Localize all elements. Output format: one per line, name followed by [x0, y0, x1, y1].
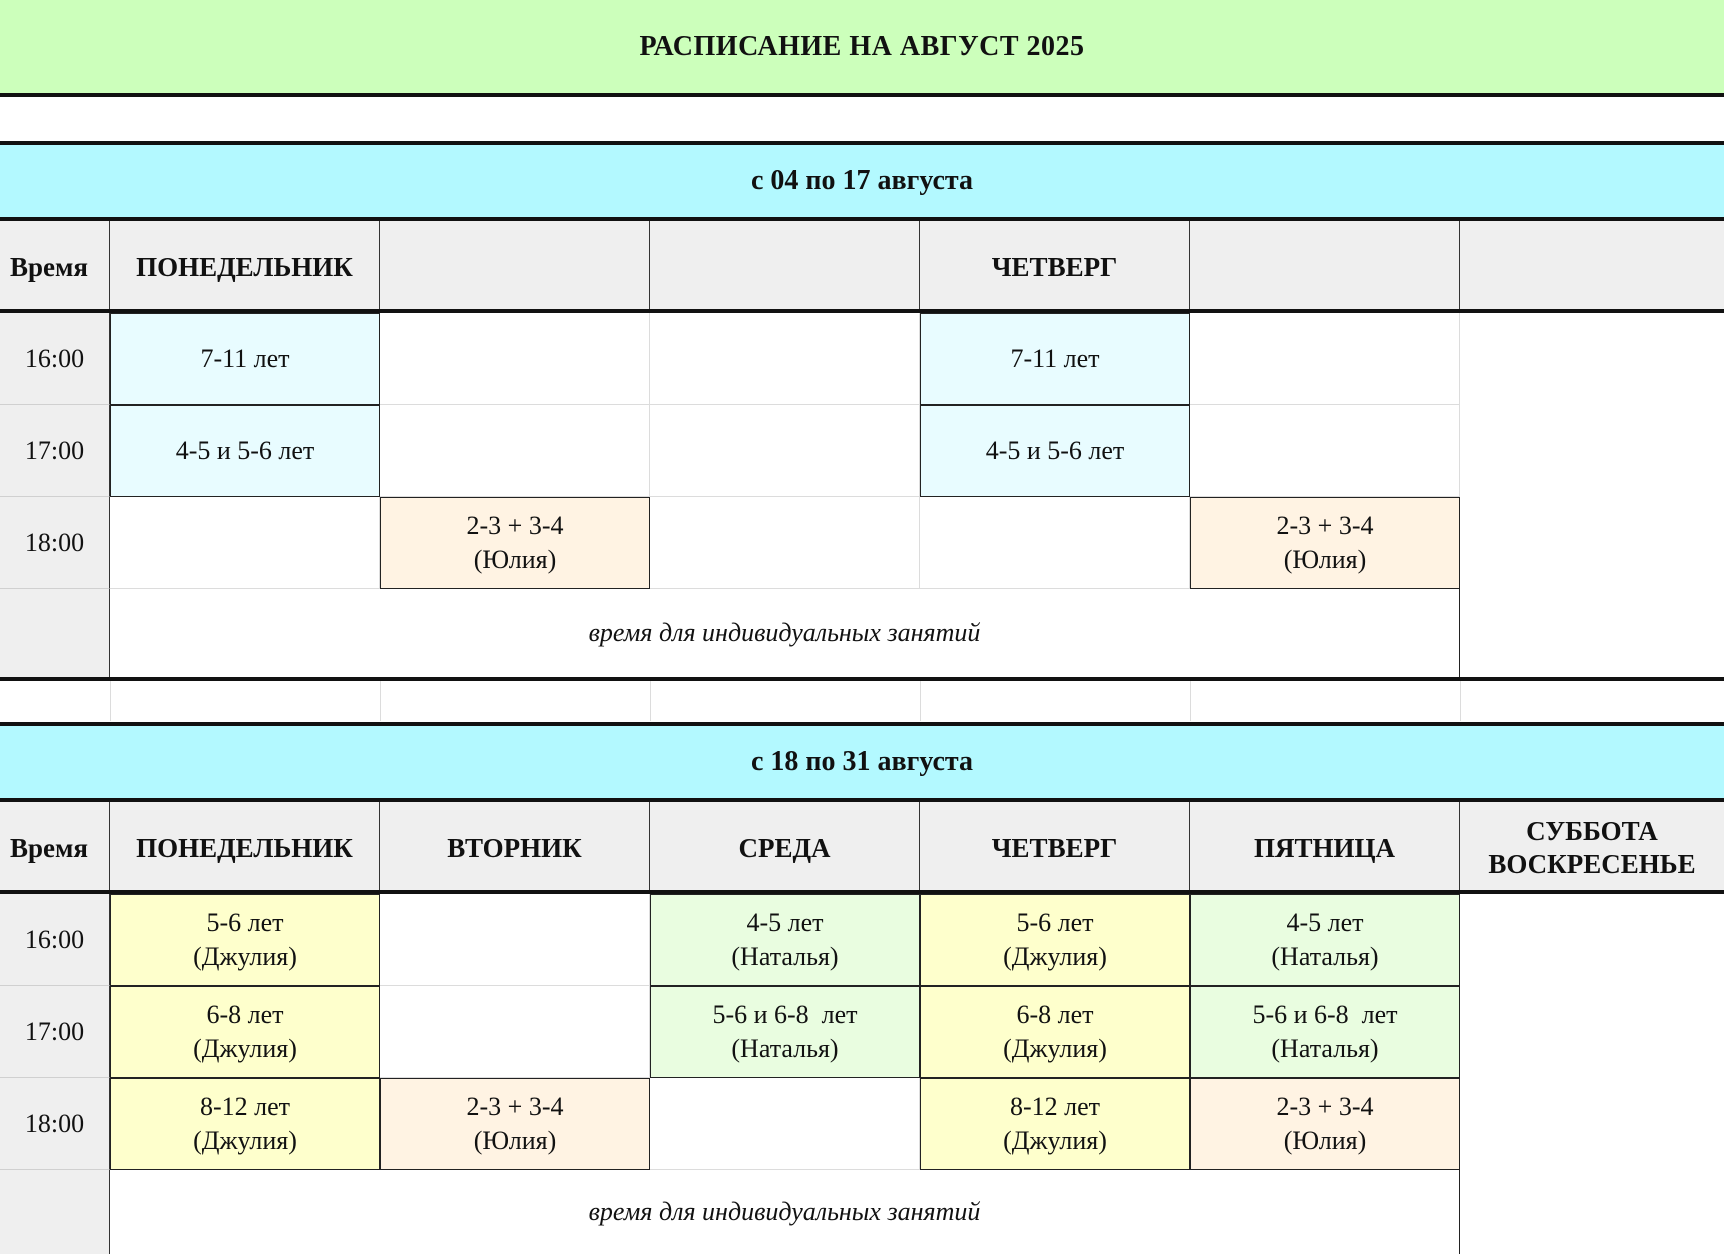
lesson-fri-1800: [1190, 497, 1460, 589]
lesson-tue-1800: [380, 1078, 650, 1170]
empty-cell: [920, 497, 1190, 589]
lesson-group: 2-3 + 3-4: [466, 1092, 564, 1121]
lesson-group: 6-8 лет: [1016, 1000, 1094, 1029]
grid-line: [1190, 681, 1191, 721]
lesson-group: 5-6 и 6-8 лет: [712, 1000, 858, 1029]
lesson-group: 2-3 + 3-4: [1276, 1092, 1374, 1121]
lesson-teacher: (Юлия): [473, 1126, 557, 1155]
lesson-thu-1700: [920, 986, 1190, 1078]
lesson-group: 8-12 лет: [1009, 1092, 1101, 1121]
lesson-teacher: (Джулия): [193, 1126, 297, 1155]
weekend-saturday-label: СУББОТА: [1526, 815, 1658, 846]
grid-line: [920, 681, 921, 721]
lesson-group: 5-6 лет: [1016, 908, 1094, 937]
lesson-teacher: (Наталья): [731, 1034, 839, 1063]
weekend-column-empty: [1460, 313, 1724, 677]
empty-cell: [110, 497, 380, 589]
lesson-teacher: (Джулия): [1003, 942, 1107, 971]
lesson-wed-1700: [650, 986, 920, 1078]
lesson-group: 2-3 + 3-4: [1276, 511, 1374, 540]
empty-cell: [650, 313, 920, 405]
lesson-tue-1800: [380, 497, 650, 589]
lesson-teacher: (Наталья): [1271, 1034, 1379, 1063]
lesson-fri-1700: [1190, 986, 1460, 1078]
empty-cell: [650, 1078, 920, 1170]
lesson-teacher: (Джулия): [193, 1034, 297, 1063]
lesson-group: 2-3 + 3-4: [466, 511, 564, 540]
day-header-friday: ПЯТНИЦА: [1190, 802, 1460, 893]
empty-cell: [1190, 313, 1460, 405]
lesson-mon-1800: [110, 1078, 380, 1170]
time-slot-1700: 17:00: [0, 405, 110, 497]
empty-cell: [380, 405, 650, 497]
lesson-teacher: (Юлия): [1283, 545, 1367, 574]
day-header-monday: ПОНЕДЕЛЬНИК: [110, 802, 380, 893]
individual-lessons-note: время для индивидуальных занятий: [110, 1170, 1460, 1254]
day-header-5: [1190, 221, 1460, 312]
grid-line: [650, 681, 651, 721]
empty-cell: [1190, 405, 1460, 497]
lesson-group: 8-12 лет: [199, 1092, 291, 1121]
lesson-thu-1600: [920, 894, 1190, 986]
day-header-tuesday: ВТОРНИК: [380, 802, 650, 893]
time-slot-empty: [0, 1170, 110, 1254]
grid-line: [110, 681, 111, 721]
lesson-group: 5-6 и 6-8 лет: [1252, 1000, 1398, 1029]
time-column-header: Время: [0, 802, 110, 893]
lesson-group: 4-5 лет: [746, 908, 824, 937]
lesson-thu-1800: [920, 1078, 1190, 1170]
day-header-6: [1460, 221, 1724, 312]
lesson-group: 6-8 лет: [206, 1000, 284, 1029]
lesson-fri-1800: [1190, 1078, 1460, 1170]
lesson-thu-1700: 4-5 и 5-6 лет: [920, 405, 1190, 497]
day-header-thursday: ЧЕТВЕРГ: [920, 802, 1190, 893]
weekend-sunday-label: ВОСКРЕСЕНЬЕ: [1488, 848, 1696, 879]
lesson-teacher: (Джулия): [1003, 1034, 1107, 1063]
lesson-teacher: (Юлия): [473, 545, 557, 574]
lesson-mon-1600: [110, 894, 380, 986]
grid-line: [1460, 681, 1461, 721]
lesson-mon-1700: 4-5 и 5-6 лет: [110, 405, 380, 497]
empty-cell: [650, 497, 920, 589]
section-divider: [0, 677, 1724, 681]
time-slot-empty: [0, 589, 110, 677]
day-header-wednesday: СРЕДА: [650, 802, 920, 893]
empty-cell: [380, 313, 650, 405]
lesson-teacher: (Наталья): [731, 942, 839, 971]
day-header-monday: ПОНЕДЕЛЬНИК: [110, 221, 380, 312]
time-slot-1600: 16:00: [0, 313, 110, 405]
empty-cell: [380, 894, 650, 986]
grid-line: [380, 681, 381, 721]
day-header-weekend: [1460, 802, 1724, 893]
lesson-group: 5-6 лет: [206, 908, 284, 937]
day-header-3: [650, 221, 920, 312]
week2-label: с 18 по 31 августа: [0, 722, 1724, 802]
day-header-thursday: ЧЕТВЕРГ: [920, 221, 1190, 312]
empty-cell: [380, 986, 650, 1078]
lesson-group: 4-5 лет: [1286, 908, 1364, 937]
schedule-title: РАСПИСАНИЕ НА АВГУСТ 2025: [0, 0, 1724, 97]
day-header-2: [380, 221, 650, 312]
time-slot-1800: 18:00: [0, 497, 110, 589]
individual-lessons-note: время для индивидуальных занятий: [110, 589, 1460, 677]
lesson-teacher: (Наталья): [1271, 942, 1379, 971]
week1-label: с 04 по 17 августа: [0, 141, 1724, 221]
time-slot-1800: 18:00: [0, 1078, 110, 1170]
time-slot-1600: 16:00: [0, 894, 110, 986]
lesson-mon-1600: 7-11 лет: [110, 313, 380, 405]
weekend-column-empty: [1460, 894, 1724, 1254]
time-column-header: Время: [0, 221, 110, 312]
empty-cell: [650, 405, 920, 497]
lesson-teacher: (Джулия): [193, 942, 297, 971]
lesson-teacher: (Юлия): [1283, 1126, 1367, 1155]
lesson-thu-1600: 7-11 лет: [920, 313, 1190, 405]
lesson-fri-1600: [1190, 894, 1460, 986]
lesson-teacher: (Джулия): [1003, 1126, 1107, 1155]
time-slot-1700: 17:00: [0, 986, 110, 1078]
lesson-mon-1700: [110, 986, 380, 1078]
lesson-wed-1600: [650, 894, 920, 986]
